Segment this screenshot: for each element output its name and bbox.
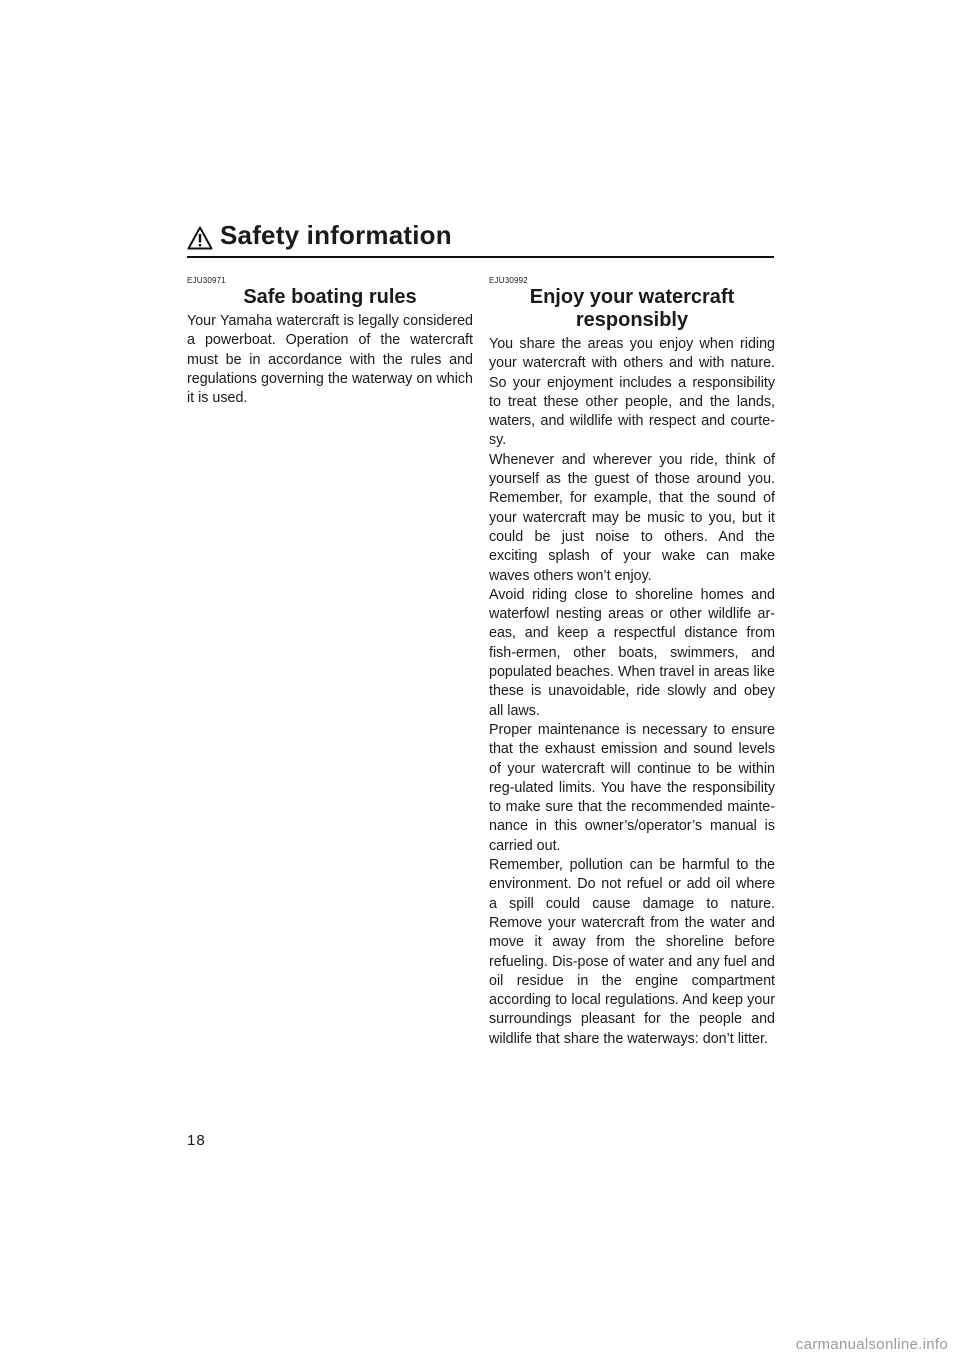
section-code: EJU30971 [187,276,226,285]
paragraph: Avoid riding close to shoreline homes and waterfowl nesting areas or other wildlife ar-eas, and keep a respectful distance from fish-ermen, other boats, swimmers, and populated beaches. When travel in areas like these is unavoidable, ride slowly and obey all laws. [489,586,775,719]
right-column [489,276,775,1049]
paragraph: Remember, pollution can be harmful to the environment. Do not refuel or add oil where a spill could cause damage to nature. Remove your watercraft from the water and move it away from the shoreline before refueling. Dis-pose of water and any fuel and oil residue in the engine compartment according to local regulations. And keep your surroundings pleasant for the people and wildlife that share the waterways: don’t litter. [489,857,775,1047]
section-title-line: Enjoy your watercraft [529,286,735,308]
paragraph: You share the areas you enjoy when riding your watercraft with others and with nature. So your enjoyment includes a responsibility to treat these other people, and the lands, waters, and wildlife with respect and courte-sy. [489,336,775,449]
header-title: Safety information [220,220,452,250]
paragraph: Proper maintenance is necessary to ensure that the exhaust emission and sound levels of your watercraft will continue to be within reg-ulated limits. You have the responsibility to make sure that the recommended mainte-nance in this owner’s/operator’s manual is carried out. [489,721,775,854]
section-title [489,286,775,332]
section-title: Safe boating rules [243,286,417,308]
page-number: 18 [187,1132,206,1149]
section-body [187,312,473,408]
watermark: carmanualsonline.info [795,1336,948,1353]
paragraph: Whenever and wherever you ride, think of yourself as the guest of those around you. Remember, for example, that the sound of your watercraft may be music to you, but it could be just noise to others. And the exciting splash of your wake can make waves others won’t enjoy. [489,451,775,584]
section-code: EJU30992 [489,276,528,285]
left-column [187,276,473,408]
section-title-line: responsibly [575,309,689,331]
warning-triangle-icon [187,226,213,250]
section-body [489,335,775,1049]
page-header [187,222,774,258]
paragraph: Your Yamaha watercraft is legally considered a powerboat. Operation of the watercraft must be in accordance with the rules and regulations governing the waterway on which it is used. [187,313,473,407]
